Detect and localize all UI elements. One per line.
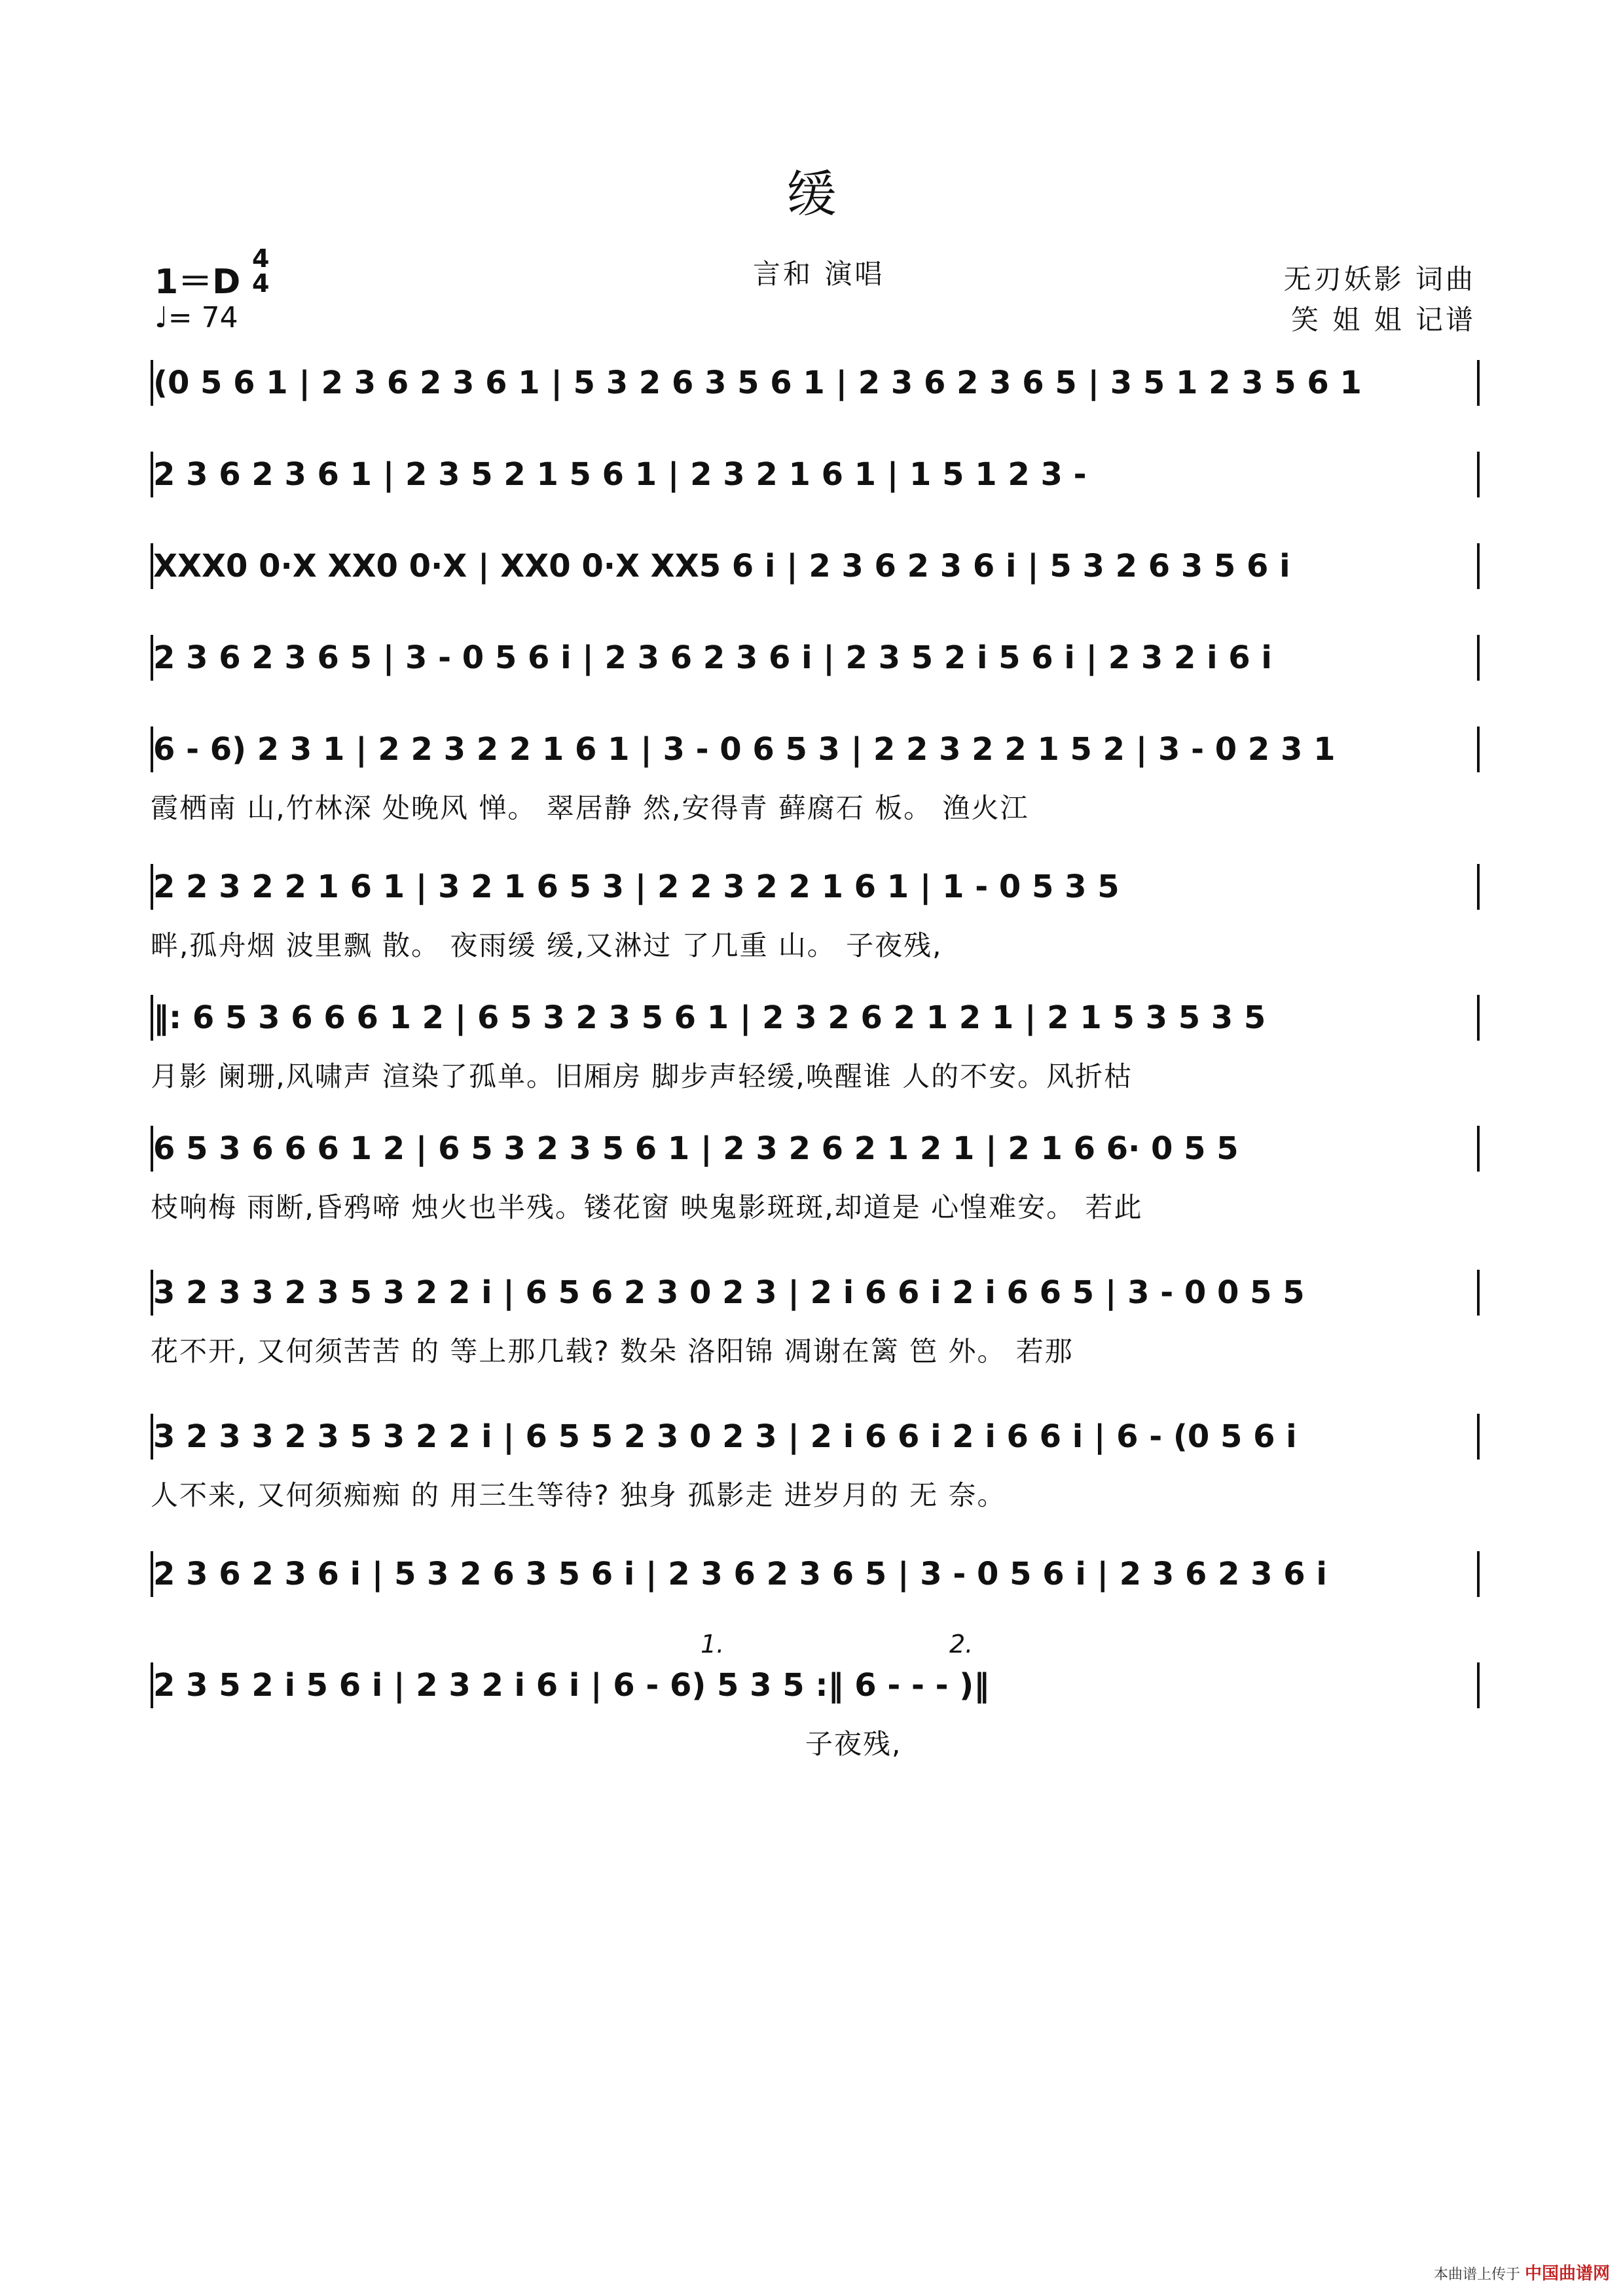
notation-line: 2 3 6 2 3 6 1 | 2 3 5 2 1 5 6 1 | 2 3 2 1 6 1 | 1 5 1 2 3 -: [151, 452, 1480, 497]
score-system-2: [151, 452, 1480, 512]
notation-line: 2 3 6 2 3 6 5 | 3 - 0 5 6 i | 2 3 6 2 3 6 i | 2 3 5 2 i 5 6 i | 2 3 2 i 6 i: [151, 635, 1480, 681]
lyrics-line: 枝响梅 雨断,昏鸦啼 烛火也半残。镂花窗 映鬼影斑斑,却道是 心惶难安。 若此: [151, 1191, 1143, 1223]
notation-line: 3 2 3 3 2 3 5 3 2 2 i | 6 5 6 2 3 0 2 3 | 2 i 6 6 i 2 i 6 6 5 | 3 - 0 0 5 5: [151, 1270, 1480, 1316]
time-signature-top: 4: [252, 244, 270, 273]
transcriber: 笑 姐 姐 记谱: [1290, 304, 1476, 336]
lyrics-line: 月影 阑珊,风啸声 渲染了孤单。旧厢房 脚步声轻缓,唤醒谁 人的不安。风折枯: [151, 1060, 1133, 1092]
notation-line: 2 2 3 2 2 1 6 1 | 3 2 1 6 5 3 | 2 2 3 2 2 1 6 1 | 1 - 0 5 3 5: [151, 864, 1480, 910]
key-signature: 1＝D: [155, 262, 241, 302]
score-system-9: [151, 1270, 1480, 1369]
credits: [1284, 259, 1476, 340]
footer-text: 本曲谱上传于: [1433, 2267, 1520, 2283]
notation-line: 2 3 6 2 3 6 i | 5 3 2 6 3 5 6 i | 2 3 6 2 3 6 5 | 3 - 0 5 6 i | 2 3 6 2 3 6 i: [151, 1551, 1480, 1597]
score-system-5: [151, 726, 1480, 826]
singer-credit: 言和 演唱: [753, 258, 885, 290]
tempo-marking: ♩= 74: [155, 301, 238, 334]
lyrics-line: 花不开, 又何须苦苦 的 等上那几载? 数朵 洛阳锦 凋谢在篱 笆 外。 若那: [151, 1335, 1074, 1367]
notation-line: 3 2 3 3 2 3 5 3 2 2 i | 6 5 5 2 3 0 2 3 | 2 i 6 6 i 2 i 6 6 i | 6 - (0 5 6 i: [151, 1414, 1480, 1460]
score-system-8: [151, 1126, 1480, 1225]
notation-line: 6 - 6) 2 3 1 | 2 2 3 2 2 1 6 1 | 3 - 0 6 5 3 | 2 2 3 2 2 1 5 2 | 3 - 0 2 3 1: [151, 726, 1480, 772]
score-system-3: [151, 543, 1480, 603]
lyrics-line: 子夜残,: [805, 1728, 902, 1760]
notation-line: ‖: 6 5 3 6 6 6 1 2 | 6 5 3 2 3 5 6 1 | 2 3 2 6 2 1 2 1 | 2 1 5 3 5 3 5: [151, 995, 1480, 1041]
lyrics-line: 霞栖南 山,竹林深 处晚风 惮。 翠居静 然,安得青 藓腐石 板。 渔火江: [151, 792, 1029, 824]
time-signature-bottom: 4: [252, 269, 270, 298]
lyrics-line: 畔,孤舟烟 波里飘 散。 夜雨缓 缓,又淋过 了几重 山。 子夜残,: [151, 929, 943, 961]
song-title: 缓: [786, 165, 837, 223]
score-system-10: [151, 1414, 1480, 1513]
time-signature: [252, 246, 269, 296]
site-logo[interactable]: 中国曲谱网: [1524, 2264, 1610, 2284]
notation-line: (0 5 6 1 | 2 3 6 2 3 6 1 | 5 3 2 6 3 5 6 1 | 2 3 6 2 3 6 5 | 3 5 1 2 3 5 6 1: [151, 360, 1480, 406]
notation-line: XXX0 0·X XX0 0·X | XX0 0·X XX5 6 i | 2 3 6 2 3 6 i | 5 3 2 6 3 5 6 i: [151, 543, 1480, 589]
score-system-12: [151, 1662, 1480, 1762]
first-ending-bracket: 1.: [701, 1630, 725, 1659]
lyrics-line: 人不来, 又何须痴痴 的 用三生等待? 独身 孤影走 进岁月的 无 奈。: [151, 1479, 1006, 1511]
notation-line: 2 3 5 2 i 5 6 i | 2 3 2 i 6 i | 6 - 6) 5 3 5 :‖ 6 - - - )‖: [151, 1662, 1480, 1708]
site-footer: [1434, 2260, 1610, 2284]
score-system-6: [151, 864, 1480, 963]
second-ending-bracket: 2.: [949, 1630, 974, 1659]
score-system-4: [151, 635, 1480, 695]
notation-line: 6 5 3 6 6 6 1 2 | 6 5 3 2 3 5 6 1 | 2 3 2 6 2 1 2 1 | 2 1 6 6· 0 5 5: [151, 1126, 1480, 1172]
score-system-11: [151, 1551, 1480, 1611]
lyricist-composer: 无刃妖影 词曲: [1283, 263, 1476, 295]
score-system-7: [151, 995, 1480, 1094]
score-system-1: [151, 360, 1480, 420]
